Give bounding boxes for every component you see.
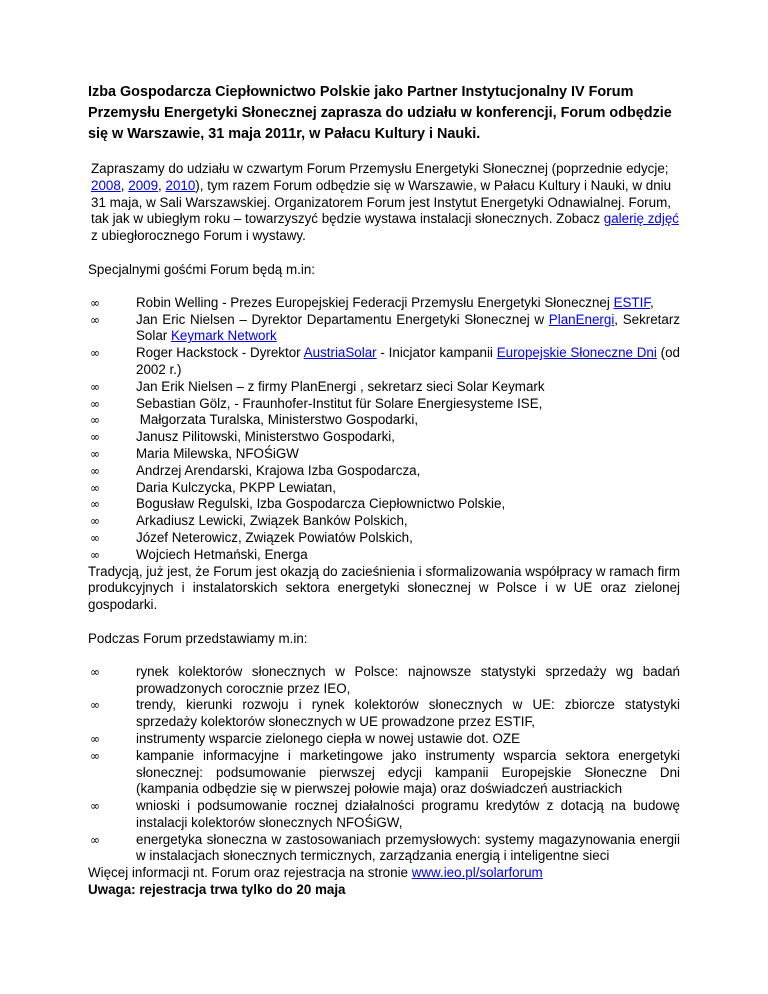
infinity-bullet-icon: ∞ (90, 698, 100, 713)
list-item (88, 379, 680, 396)
link-2008[interactable]: 2008 (91, 177, 121, 193)
intro-text: ), tym razem Forum odbędzie się w Warszawie, w Pałacu Kultury i Nauki, w dniu 31 maja, w Sali Warszawskiej. Organizatorem Forum jest Instytut Energetyki Odnawialnej. Forum, tak jak w ubiegłym roku – towarzyszyć będzie wystawa instalacji słonecznych. Zobacz (91, 177, 672, 227)
guest-text: Roger Hackstock - Dyrektor (136, 345, 304, 361)
infinity-bullet-icon: ∞ (90, 480, 100, 495)
link-solarforum[interactable]: www.ieo.pl/solarforum (411, 865, 543, 881)
infinity-bullet-icon: ∞ (90, 799, 100, 814)
topic-text: instrumenty wsparcie zielonego ciepła w nowej ustawie dot. OZE (136, 730, 521, 746)
guest-text: Daria Kulczycka, PKPP Lewiatan, (136, 479, 336, 495)
guest-text: Janusz Pilitowski, Ministerstwo Gospodarki, (136, 429, 395, 445)
infinity-bullet-icon: ∞ (90, 514, 100, 529)
guest-text: Jan Erik Nielsen – z firmy PlanEnergi , sekretarz sieci Solar Keymark (136, 378, 545, 394)
infinity-bullet-icon: ∞ (90, 346, 100, 361)
list-item (88, 748, 680, 798)
guest-text: Józef Neterowicz, Związek Powiatów Polskich, (136, 529, 413, 545)
intro-separator: , (120, 177, 129, 193)
list-item (88, 513, 680, 530)
link-austriasolar[interactable]: AustriaSolar (303, 345, 377, 361)
list-item (88, 446, 680, 463)
link-2009[interactable]: 2009 (128, 177, 159, 193)
link-keymark-network[interactable]: Keymark Network (170, 328, 277, 344)
list-item (88, 463, 680, 480)
guest-text: Andrzej Arendarski, Krajowa Izba Gospodarcza, (136, 462, 421, 478)
topics-lead: Podczas Forum przedstawiamy m.in: (88, 630, 308, 646)
topic-text: rynek kolektorów słonecznych w Polsce: najnowsze statystyki sprzedaży wg badań prowadzonych corocznie przez IEO, (136, 663, 680, 696)
topic-text: energetyka słoneczna w zastosowaniach przemysłowych: systemy magazynowania energii w instalacjach słonecznych termicznych, zarządzania energią i inteligentne sieci (136, 831, 680, 864)
topic-text: kampanie informacyjne i marketingowe jako instrumenty wsparcia sektora energetyki słonecznej: podsumowanie pierwszej edycji kampanii Europejskie Słoneczne Dni (kampania odbędzie się w pierwszej połowie maja) oraz doświadczeń austriackich (136, 747, 680, 797)
infinity-bullet-icon: ∞ (90, 463, 100, 478)
list-item (88, 345, 680, 379)
list-item (88, 412, 680, 429)
intro-text: z ubiegłorocznego Forum i wystawy. (91, 228, 306, 244)
guest-text: Robin Welling - Prezes Europejskiej Federacji Przemysłu Energetyki Słonecznej (136, 294, 614, 310)
guest-text: Wojciech Hetmański, Energa (136, 546, 308, 562)
guests-lead: Specjalnymi gośćmi Forum będą m.in: (88, 261, 315, 277)
list-item (88, 295, 680, 312)
infinity-bullet-icon: ∞ (90, 497, 100, 512)
intro-paragraph (88, 161, 680, 245)
list-item (88, 496, 680, 513)
guest-text: Maria Milewska, NFOŚiGW (136, 445, 299, 461)
link-2010[interactable]: 2010 (165, 177, 196, 193)
guest-text: Bogusław Regulski, Izba Gospodarcza Ciepłownictwo Polskie, (136, 496, 506, 512)
list-item (88, 396, 680, 413)
link-gallery[interactable]: galerię zdjęć (603, 211, 679, 227)
guest-text: , Sekretarz Solar (136, 311, 680, 344)
guest-text: (od 2002 r.) (136, 345, 680, 377)
list-item (88, 731, 680, 748)
infinity-bullet-icon: ∞ (90, 396, 100, 411)
link-planenergi[interactable]: PlanEnergi (548, 311, 615, 327)
guest-text: Sebastian Gölz, - Fraunhofer-Institut für Solare Energiesysteme ISE, (136, 395, 543, 411)
more-info-paragraph (88, 865, 680, 882)
infinity-bullet-icon: ∞ (90, 430, 100, 445)
registration-note: Uwaga: rejestracja trwa tylko do 20 maja (88, 882, 346, 898)
infinity-bullet-icon: ∞ (90, 413, 100, 428)
tradition-paragraph: Tradycją, już jest, że Forum jest okazją do zacieśnienia i sformalizowania współpracy w ramach firm produkcyjnych i instalatorskich sektora energetyki słonecznej w Polsce i w UE oraz zielonej gospodarki. (88, 563, 680, 613)
list-item (88, 798, 680, 832)
more-info-text: Więcej informacji nt. Forum oraz rejestracja na stronie (88, 865, 412, 881)
infinity-bullet-icon: ∞ (90, 295, 100, 310)
list-item (88, 429, 680, 446)
intro-text: Zapraszamy do udziału w czwartym Forum Przemysłu Energetyki Słonecznej (poprzednie edycje; (91, 161, 669, 176)
infinity-bullet-icon: ∞ (90, 379, 100, 394)
list-item (88, 664, 680, 698)
topic-text: trendy, kierunki rozwoju i rynek kolektorów słonecznych w UE: zbiorcze statystyki sprzedaży kolektorów słonecznych w UE prowadzone przez ESTIF, (136, 697, 680, 730)
infinity-bullet-icon: ∞ (90, 748, 100, 763)
list-item (88, 697, 680, 731)
link-europejskie-sloneczne-dni[interactable]: Europejskie Słoneczne Dni (496, 345, 657, 361)
list-item (88, 480, 680, 497)
document-page (88, 82, 680, 899)
infinity-bullet-icon: ∞ (90, 832, 100, 847)
guest-text: - Inicjator kampanii (376, 345, 497, 361)
guest-text: Arkadiusz Lewicki, Związek Banków Polskich, (136, 513, 408, 529)
guest-text: Jan Eric Nielsen – Dyrektor Departamentu Energetyki Słonecznej w (136, 311, 549, 327)
topics-list (88, 664, 680, 866)
list-item (88, 832, 680, 866)
guests-list (88, 295, 680, 564)
link-estif[interactable]: ESTIF (613, 294, 651, 310)
list-item (88, 312, 680, 346)
infinity-bullet-icon: ∞ (90, 312, 100, 327)
list-item (88, 547, 680, 564)
infinity-bullet-icon: ∞ (90, 446, 100, 461)
guest-text: Małgorzata Turalska, Ministerstwo Gospodarki, (136, 412, 419, 428)
list-item (88, 530, 680, 547)
intro-separator: , (158, 177, 166, 193)
infinity-bullet-icon: ∞ (90, 664, 100, 679)
infinity-bullet-icon: ∞ (90, 547, 100, 562)
guest-text: , (650, 294, 654, 310)
infinity-bullet-icon: ∞ (90, 731, 100, 746)
infinity-bullet-icon: ∞ (90, 530, 100, 545)
topic-text: wnioski i podsumowanie rocznej działalności programu kredytów z dotacją na budowę instalacji kolektorów słonecznych NFOŚiGW, (136, 798, 680, 830)
headline: Izba Gospodarcza Ciepłownictwo Polskie jako Partner Instytucjonalny IV Forum Przemysłu Energetyki Słonecznej zaprasza do udziału w konferencji, Forum odbędzie się w Warszawie, 31 maja 2011r, w Pałacu Kultury i Nauki. (88, 84, 672, 142)
